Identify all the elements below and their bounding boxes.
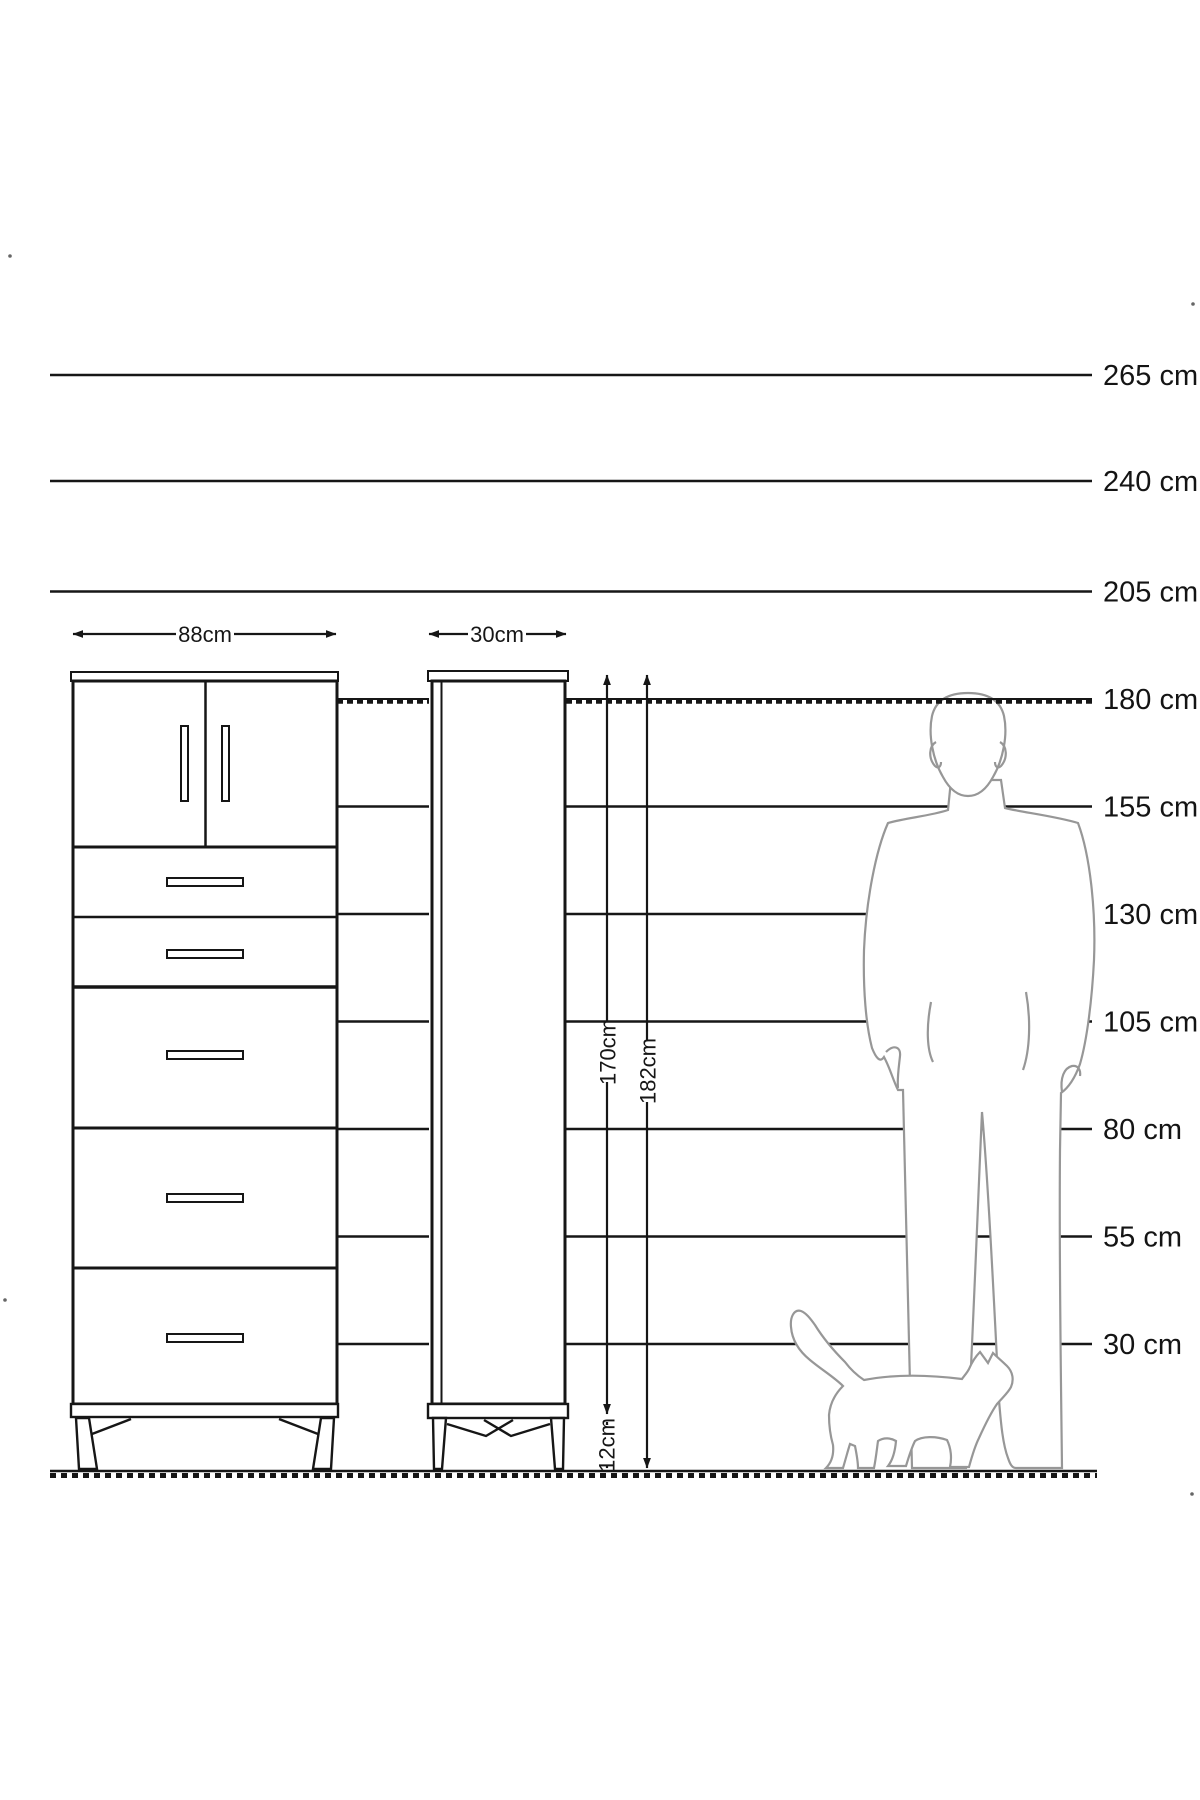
front-left-door-handle (181, 726, 188, 801)
cabinet-side-view (428, 671, 568, 1469)
side-body (432, 681, 565, 1404)
total-height-label: 182cm (635, 1037, 661, 1105)
front-right-door-handle (222, 726, 229, 801)
height-label-105: 105 cm (1103, 1006, 1199, 1039)
speck (1191, 302, 1195, 306)
front-left-leg (76, 1418, 97, 1469)
front-drawer-handle-3 (167, 1051, 243, 1059)
cat-body (791, 1311, 1013, 1468)
side-bottom-strip (428, 1404, 568, 1418)
front-right-leg-brace (279, 1419, 318, 1434)
speck (8, 254, 12, 258)
height-label-55: 55 cm (1103, 1221, 1182, 1254)
side-leg-brace-right (484, 1420, 550, 1436)
height-label-205: 205 cm (1103, 576, 1199, 609)
side-leg-brace-left (447, 1420, 513, 1436)
height-scale-labels (1103, 360, 1198, 1361)
height-label-240: 240 cm (1103, 466, 1199, 498)
cabinet-front-view (71, 672, 338, 1469)
front-bottom-strip (71, 1404, 338, 1417)
side-depth-label: 30cm (470, 622, 524, 647)
height-label-30: 30 cm (1103, 1329, 1182, 1361)
front-left-leg-brace (92, 1419, 131, 1434)
side-legs (433, 1418, 564, 1469)
front-drawer-handle-2 (167, 950, 243, 958)
front-drawer-handle-1 (167, 878, 243, 886)
cat-silhouette (791, 1311, 1013, 1468)
front-right-leg (313, 1418, 334, 1469)
height-label-130: 130 cm (1103, 899, 1199, 931)
height-label-80: 80 cm (1103, 1114, 1182, 1146)
height-label-265: 265 cm (1103, 360, 1199, 392)
side-right-leg (551, 1418, 564, 1469)
speck (1190, 1492, 1194, 1496)
front-width-label: 88cm (178, 622, 232, 647)
side-left-leg (433, 1418, 446, 1469)
front-legs (76, 1418, 334, 1469)
ground-line (50, 1471, 1097, 1476)
height-label-155: 155 cm (1103, 791, 1199, 824)
front-drawer-handle-4 (167, 1194, 243, 1202)
leg-height-label: 12cm (594, 1418, 620, 1472)
height-label-180: 180 cm (1103, 684, 1199, 716)
body-height-label: 170cm (595, 1018, 621, 1086)
speck (3, 1298, 7, 1302)
front-drawer-handle-5 (167, 1334, 243, 1342)
